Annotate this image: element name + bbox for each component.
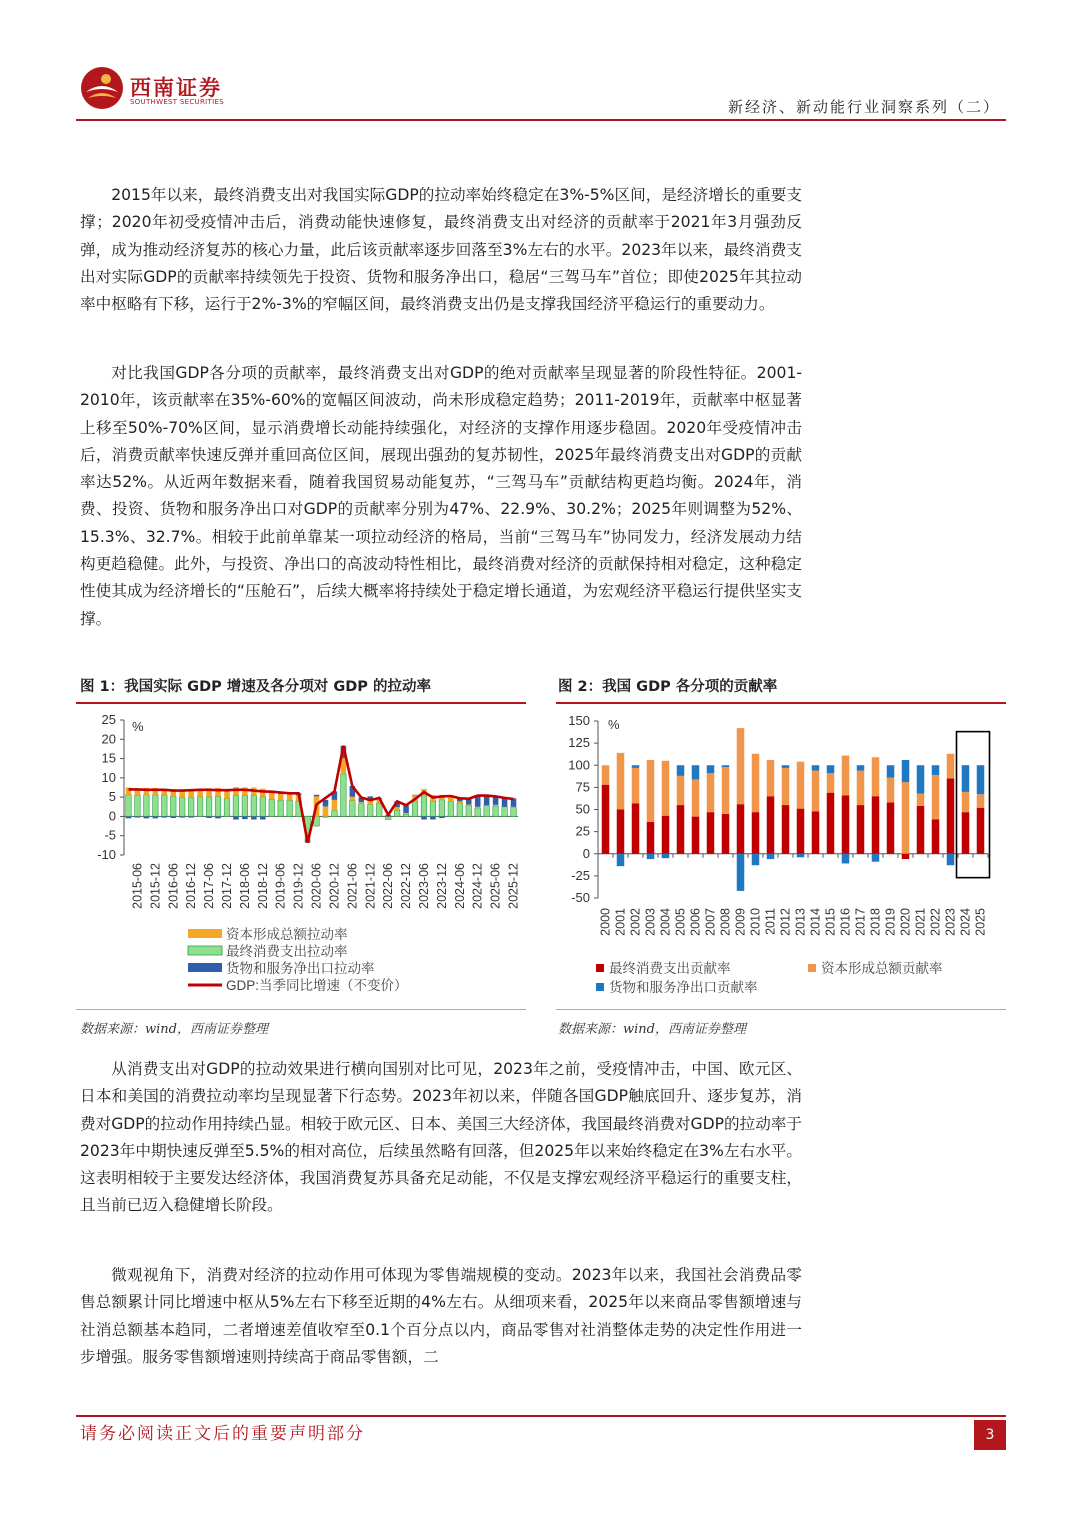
consumption-bar	[242, 796, 248, 817]
consumption-contribution-bar	[872, 796, 880, 854]
capital-contribution-bar	[917, 794, 925, 806]
consumption-bar	[179, 798, 185, 817]
capital-contribution-bar	[962, 792, 970, 812]
x-tick-label: 2008	[718, 908, 733, 936]
netexport-bar	[179, 816, 185, 817]
y-tick-label: 75	[575, 779, 590, 795]
x-tick-label: 2015-06	[130, 863, 145, 909]
consumption-bar	[215, 796, 221, 816]
netexport-contribution-bar	[692, 765, 700, 779]
capital-contribution-bar	[887, 778, 895, 803]
consumption-bar	[493, 806, 499, 816]
netexport-contribution-bar	[872, 854, 880, 862]
consumption-contribution-bar	[902, 854, 910, 859]
consumption-bar	[188, 798, 194, 817]
consumption-contribution-bar	[857, 805, 865, 854]
x-tick-label: 2022	[928, 908, 943, 936]
netexport-bar	[206, 816, 212, 818]
x-tick-label: 2025-06	[488, 863, 503, 909]
consumption-bar	[135, 795, 141, 816]
x-tick-label: 2021-12	[363, 863, 378, 909]
netexport-contribution-bar	[797, 854, 805, 858]
consumption-bar	[144, 795, 150, 817]
paragraph-3: 从消费支出对GDP的拉动效果进行横向国别对比可见，2023年之前，受疫情冲击，中国、欧元区、日本和美国的消费拉动率均呈现显著下行态势。2023年初以来，伴随各国GDP触底回升、逐步复苏，消费对GDP的拉动作用持续凸显。相较于欧元区、日本、美国三大经济体，我国最终消费对GDP的拉动率于2023年中期快速反弹至5.5%的相对高位，后续虽然略有回落，但2025年以来始终稳定在3%左右水平。这表明相较于主要发达经济体，我国消费复苏具备充足动能，不仅是支撑宏观经济平稳运行的重要支柱，且当前已迈入稳健增长阶段。	[80, 1060, 802, 1215]
capital-contribution-bar	[842, 756, 850, 796]
y-tick-label: 0	[108, 808, 116, 824]
consumption-contribution-bar	[647, 822, 655, 854]
consumption-bar	[170, 796, 176, 816]
figure-1-title: 图 1：我国实际 GDP 增速及各分项对 GDP 的拉动率	[80, 679, 431, 695]
figure-1-source: 数据来源：wind，西南证券整理	[80, 1022, 268, 1037]
x-tick-label: 2020-06	[309, 863, 324, 909]
consumption-contribution-bar	[722, 814, 730, 854]
consumption-bar	[350, 801, 356, 817]
figure-2-source: 数据来源：wind，西南证券整理	[558, 1022, 746, 1037]
capital-contribution-bar	[932, 775, 940, 819]
x-tick-label: 2005	[673, 908, 688, 936]
y-tick-label: -25	[571, 867, 590, 883]
x-tick-label: 2015	[823, 908, 838, 936]
x-tick-label: 2017-12	[219, 863, 234, 909]
netexport-contribution-bar	[707, 765, 715, 773]
consumption-contribution-bar	[602, 785, 610, 854]
consumption-bar	[126, 795, 132, 817]
consumption-bar	[233, 796, 239, 817]
x-tick-label: 2019-12	[291, 863, 306, 909]
legend-label: 资本形成总额拉动率	[226, 927, 348, 942]
x-tick-label: 2010	[748, 908, 763, 936]
x-tick-label: 2016-06	[166, 863, 181, 909]
capital-bar	[475, 807, 481, 808]
brand-name-cn: 西南证券	[130, 75, 222, 100]
x-tick-label: 2021-06	[345, 863, 360, 909]
y-tick-label: 20	[101, 731, 116, 747]
netexport-bar	[233, 816, 239, 819]
capital-contribution-bar	[752, 754, 760, 812]
consumption-bar	[376, 804, 382, 817]
consumption-bar	[332, 810, 338, 816]
disclaimer-note: 请务必阅读正文后的重要声明部分	[80, 1424, 365, 1444]
consumption-bar	[278, 800, 284, 816]
consumption-bar	[224, 799, 230, 817]
netexport-contribution-bar	[827, 765, 835, 773]
x-tick-label: 2018	[868, 908, 883, 936]
y-tick-label: 25	[575, 823, 590, 839]
capital-bar	[457, 801, 463, 803]
x-tick-label: 2014	[808, 908, 823, 936]
consumption-contribution-bar	[827, 793, 835, 854]
legend-swatch	[808, 964, 816, 972]
netexport-bar	[153, 816, 159, 818]
netexport-bar	[314, 795, 320, 797]
netexport-contribution-bar	[842, 854, 850, 864]
legend-label: 货物和服务净出口贡献率	[609, 980, 758, 995]
consumption-contribution-bar	[737, 804, 745, 854]
consumption-contribution-bar	[767, 796, 775, 854]
consumption-bar	[341, 774, 347, 816]
capital-contribution-bar	[977, 794, 985, 808]
consumption-bar	[466, 805, 472, 816]
paragraph-4: 微观视角下，消费对经济的拉动作用可体现为零售端规模的变动。2023年以来，我国社会消费品零售总额累计同比增速中枢从5%左右下移至近期的4%左右。从细项来看，2025年以来商品零售额增速与社消总额基本趋同，二者增速差值收窄至0.1个百分点以内，商品零售对社消整体走势的决定性作用进一步增强。服务零售额增速则持续高于商品零售额，二	[80, 1266, 802, 1366]
x-tick-label: 2003	[643, 908, 658, 936]
figure-2-bottom-rule	[556, 1009, 1006, 1010]
capital-contribution-bar	[782, 768, 790, 805]
y-tick-label: 0	[582, 845, 590, 861]
x-tick-label: 2025-12	[506, 863, 521, 909]
consumption-contribution-bar	[707, 812, 715, 854]
consumption-contribution-bar	[752, 812, 760, 854]
netexport-contribution-bar	[647, 854, 655, 859]
capital-contribution-bar	[827, 773, 835, 792]
x-tick-label: 2016-12	[184, 863, 199, 909]
netexport-contribution-bar	[662, 854, 670, 858]
netexport-bar	[188, 816, 194, 817]
consumption-bar	[430, 801, 436, 816]
consumption-contribution-bar	[932, 819, 940, 854]
netexport-bar	[135, 816, 141, 817]
legend-label: GDP:当季同比增速（不变价）	[226, 978, 408, 993]
consumption-contribution-bar	[812, 811, 820, 853]
x-tick-label: 2017	[853, 908, 868, 936]
capital-contribution-bar	[857, 771, 865, 806]
netexport-contribution-bar	[932, 765, 940, 775]
consumption-contribution-bar	[617, 810, 625, 854]
netexport-contribution-bar	[767, 854, 775, 859]
netexport-bar	[162, 816, 168, 817]
consumption-contribution-bar	[677, 805, 685, 854]
netexport-contribution-bar	[857, 765, 865, 770]
consumption-bar	[367, 804, 373, 816]
gdp-growth-line	[129, 746, 514, 843]
capital-contribution-bar	[692, 779, 700, 816]
capital-contribution-bar	[797, 762, 805, 809]
capital-bar	[394, 807, 400, 810]
capital-contribution-bar	[812, 771, 820, 812]
capital-bar	[278, 794, 284, 800]
y-tick-label: 100	[568, 757, 590, 773]
x-tick-label: 2012	[778, 908, 793, 936]
consumption-contribution-bar	[842, 795, 850, 853]
capital-bar	[179, 791, 185, 798]
capital-bar	[269, 793, 275, 800]
capital-contribution-bar	[722, 767, 730, 814]
capital-bar	[511, 807, 517, 808]
consumption-bar	[197, 797, 203, 817]
paragraph-2: 对比我国GDP各分项的贡献率，最终消费支出对GDP的绝对贡献率呈现显著的阶段性特征。2001-2010年，该贡献率在35%-60%的宽幅区间波动，尚未形成稳定趋势；2011-2019年，贡献率中枢显著上移至50%-70%区间，显示消费增长动能持续强化，对经济的支撑作用逐步稳固。2020年受疫情冲击后，消费贡献率快速反弹并重回高位区间，展现出强劲的复苏韧性，2025年最终消费支出对GDP的贡献率达52%。从近两年数据来看，随着我国贸易动能复苏，“三驾马车”贡献结构更趋均衡。2024年，消费、投资、货物和服务净出口对GDP的贡献率分别为47%、22.9%、30.2%；2025年则调整为52%、15.3%、32.7%。相较于此前单靠某一项拉动经济的格局，当前“三驾马车”协同发力，经济发展动力结构更趋稳健。此外，与投资、净出口的高波动特性相比，最终消费对经济的贡献保持相对稳定，这种稳定性使其成为经济增长的“压舱石”，后续大概率将持续处于稳定增长通道，为宏观经济平稳运行提供坚实支撑。	[80, 364, 802, 628]
legend-label: 最终消费支出拉动率	[226, 944, 348, 959]
netexport-contribution-bar	[737, 854, 745, 891]
x-tick-label: 2022-12	[399, 863, 414, 909]
netexport-contribution-bar	[677, 765, 685, 776]
y-tick-label: -10	[97, 847, 116, 862]
y-tick-label: 15	[101, 750, 116, 766]
netexport-contribution-bar	[962, 765, 970, 792]
y-unit-label: %	[132, 719, 144, 734]
capital-contribution-bar	[677, 776, 685, 805]
netexport-contribution-bar	[887, 765, 895, 777]
legend-swatch	[188, 929, 222, 938]
y-tick-label: -5	[104, 827, 116, 843]
netexport-contribution-bar	[977, 765, 985, 794]
consumption-bar	[162, 795, 168, 817]
capital-bar	[403, 813, 409, 814]
x-tick-label: 2024-12	[470, 863, 485, 909]
consumption-bar	[153, 795, 159, 817]
y-tick-label: 25	[101, 712, 116, 727]
y-tick-label: 5	[108, 789, 116, 805]
y-tick-label: 150	[568, 713, 590, 728]
consumption-bar	[394, 810, 400, 816]
netexport-contribution-bar	[722, 765, 730, 767]
consumption-contribution-bar	[977, 808, 985, 854]
netexport-bar	[421, 816, 427, 819]
consumption-contribution-bar	[962, 812, 970, 854]
capital-contribution-bar	[707, 773, 715, 812]
netexport-contribution-bar	[947, 854, 955, 866]
x-tick-label: 2021	[913, 908, 928, 936]
netexport-contribution-bar	[632, 765, 640, 768]
x-tick-label: 2015-12	[148, 863, 163, 909]
x-tick-label: 2023	[943, 908, 958, 936]
figure-1-title-rule	[76, 702, 526, 704]
consumption-bar	[421, 795, 427, 816]
consumption-bar	[412, 801, 418, 816]
consumption-contribution-bar	[887, 802, 895, 853]
capital-bar	[188, 791, 194, 798]
x-tick-label: 2007	[703, 908, 718, 936]
consumption-bar	[439, 800, 445, 817]
x-tick-label: 2011	[763, 908, 778, 935]
x-tick-label: 2020-12	[327, 863, 342, 909]
consumption-contribution-bar	[917, 806, 925, 854]
legend-label: 最终消费支出贡献率	[609, 961, 731, 976]
capital-bar	[502, 807, 508, 808]
netexport-bar	[412, 795, 418, 796]
figure-1-bottom-rule	[76, 1009, 526, 1010]
x-tick-label: 2000	[598, 908, 613, 936]
capital-contribution-bar	[662, 761, 670, 816]
y-tick-label: 50	[575, 801, 590, 817]
x-tick-label: 2024-06	[452, 863, 467, 909]
capital-bar	[466, 804, 472, 805]
y-tick-label: 125	[568, 735, 590, 751]
netexport-bar	[251, 816, 257, 819]
consumption-bar	[448, 801, 454, 816]
capital-bar	[287, 794, 293, 800]
consumption-bar	[403, 814, 409, 816]
x-tick-label: 2018-06	[237, 863, 252, 909]
consumption-bar	[323, 816, 329, 817]
consumption-bar	[359, 804, 365, 817]
consumption-contribution-bar	[632, 803, 640, 853]
netexport-bar	[260, 816, 266, 819]
netexport-bar	[144, 816, 150, 818]
capital-contribution-bar	[947, 754, 955, 779]
capital-contribution-bar	[902, 782, 910, 854]
consumption-contribution-bar	[662, 816, 670, 854]
consumption-bar	[511, 807, 517, 816]
figure-2-title-rule	[556, 702, 1006, 704]
consumption-bar	[484, 806, 490, 817]
capital-contribution-bar	[737, 728, 745, 804]
netexport-contribution-bar	[812, 765, 820, 770]
consumption-bar	[269, 799, 275, 816]
netexport-contribution-bar	[902, 760, 910, 782]
netexport-contribution-bar	[782, 765, 790, 768]
capital-contribution-bar	[617, 753, 625, 810]
legend-label: 资本形成总额贡献率	[821, 961, 943, 976]
series-title: 新经济、新动能行业洞察系列（二）	[727, 98, 1000, 116]
consumption-bar	[457, 803, 463, 817]
capital-bar	[323, 806, 329, 816]
x-tick-label: 2023-06	[416, 863, 431, 909]
x-tick-label: 2009	[733, 908, 748, 936]
netexport-bar	[126, 816, 132, 818]
x-tick-label: 2017-06	[202, 863, 217, 909]
legend-swatch	[596, 983, 604, 991]
paragraph-1: 2015年以来，最终消费支出对我国实际GDP的拉动率始终稳定在3%-5%区间，是经济增长的重要支撑；2020年初受疫情冲击后，消费动能快速修复，最终消费支出对经济的贡献率于2021年3月强劲反弹，成为推动经济复苏的核心力量，此后该贡献率逐步回落至3%左右的水平。2023年以来，最终消费支出对实际GDP的贡献率持续领先于投资、货物和服务净出口，稳居“三驾马车”首位；即使2025年其拉动率中枢略有下移，运行于2%-3%的窄幅区间，最终消费支出仍是支撑我国经济平稳运行的重要动力。	[80, 186, 802, 314]
capital-bar	[493, 805, 499, 806]
capital-contribution-bar	[872, 757, 880, 796]
netexport-bar	[170, 816, 176, 818]
southwest-securities-logo	[80, 66, 124, 110]
netexport-contribution-bar	[752, 854, 760, 866]
x-tick-label: 2019	[883, 908, 898, 936]
capital-bar	[359, 802, 365, 804]
x-tick-label: 2025	[973, 908, 988, 936]
capital-contribution-bar	[602, 765, 610, 784]
footer-rule	[76, 1415, 1006, 1417]
consumption-contribution-bar	[947, 779, 955, 854]
capital-contribution-bar	[767, 760, 775, 796]
consumption-bar	[502, 807, 508, 817]
consumption-bar	[260, 797, 266, 817]
consumption-contribution-bar	[797, 809, 805, 854]
capital-bar	[233, 787, 239, 795]
legend-swatch	[596, 964, 604, 972]
y-unit-label: %	[608, 717, 620, 732]
x-tick-label: 2001	[613, 908, 628, 936]
capital-bar	[484, 805, 490, 806]
figure-2-title: 图 2：我国 GDP 各分项的贡献率	[558, 679, 778, 695]
y-tick-label: 10	[101, 769, 116, 785]
capital-contribution-bar	[632, 768, 640, 803]
netexport-bar	[439, 816, 445, 818]
netexport-contribution-bar	[617, 854, 625, 866]
x-tick-label: 2004	[658, 908, 673, 936]
brand-name-en: SOUTHWEST SECURITIES	[130, 98, 224, 106]
x-tick-label: 2016	[838, 908, 853, 936]
y-tick-label: -50	[571, 890, 590, 905]
legend-label: 货物和服务净出口拉动率	[226, 961, 375, 976]
netexport-contribution-bar	[917, 765, 925, 793]
consumption-bar	[251, 796, 257, 817]
figure-2-chart	[556, 708, 1006, 1006]
legend-swatch	[188, 963, 222, 972]
capital-bar	[350, 797, 356, 801]
consumption-contribution-bar	[692, 817, 700, 854]
figure-1-chart	[76, 708, 526, 1006]
consumption-bar	[287, 800, 293, 816]
netexport-bar	[215, 816, 221, 818]
x-tick-label: 2024	[958, 908, 973, 936]
x-tick-label: 2006	[688, 908, 703, 936]
x-tick-label: 2019-06	[273, 863, 288, 909]
legend-swatch	[188, 946, 222, 955]
x-tick-label: 2013	[793, 908, 808, 936]
x-tick-label: 2020	[898, 908, 913, 936]
x-tick-label: 2018-12	[255, 863, 270, 909]
x-tick-label: 2002	[628, 908, 643, 936]
consumption-contribution-bar	[782, 805, 790, 854]
capital-bar	[224, 792, 230, 799]
header-rule	[76, 119, 1006, 121]
x-tick-label: 2022-06	[381, 863, 396, 909]
x-tick-label: 2023-12	[434, 863, 449, 909]
page-number: 3	[974, 1420, 1006, 1450]
capital-contribution-bar	[647, 760, 655, 822]
capital-bar	[332, 800, 338, 810]
capital-bar	[385, 820, 391, 821]
netexport-bar	[242, 816, 248, 819]
consumption-bar	[475, 808, 481, 816]
consumption-bar	[206, 797, 212, 817]
netexport-bar	[430, 816, 436, 819]
